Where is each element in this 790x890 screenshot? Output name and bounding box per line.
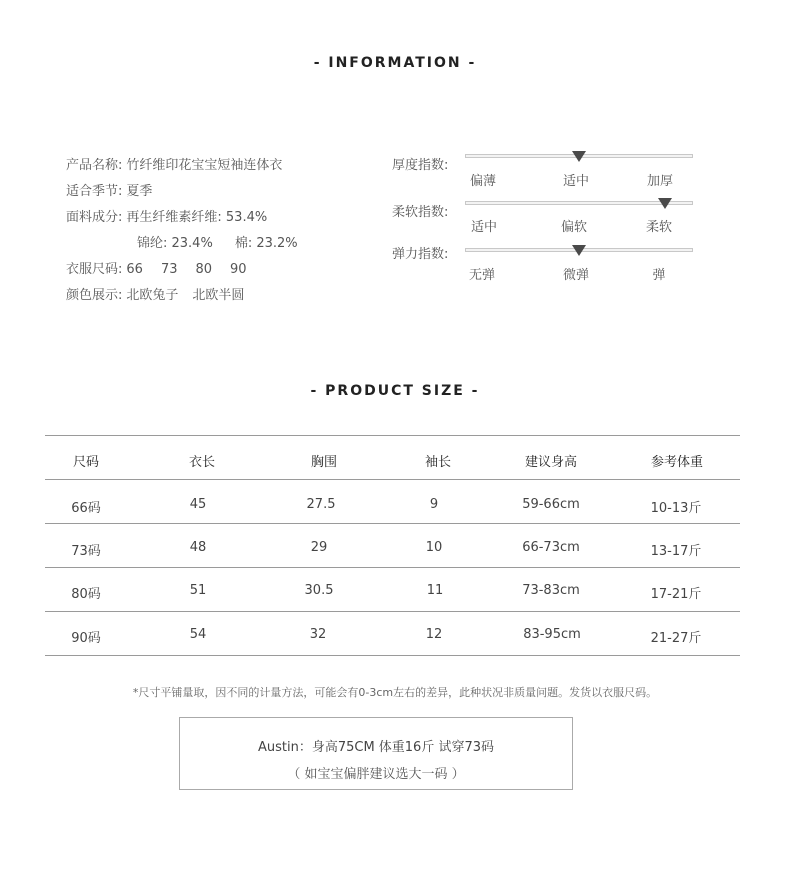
information-heading: - INFORMATION - (313, 55, 477, 71)
fabric-value-1: 再生纤维素纤维: 53.4% (126, 210, 268, 225)
table-cell: 27.5 (306, 497, 336, 512)
size-value-80: 80 (195, 262, 213, 277)
table-rule-header (45, 479, 740, 480)
table-cell: 80码 (71, 587, 101, 602)
header-length: 衣长 (188, 455, 216, 470)
color-value-rabbit: 北欧兔子 (126, 288, 179, 303)
table-cell: 9 (429, 497, 439, 512)
size-value-73: 73 (160, 262, 178, 277)
product-size-heading: - PRODUCT SIZE - (310, 383, 480, 399)
product-name-row (66, 154, 282, 173)
season-label: 适合季节: (66, 184, 123, 199)
header-height: 建议身高 (524, 455, 578, 470)
thickness-scale-high: 加厚 (646, 174, 674, 189)
color-row (66, 284, 244, 303)
softness-index-label: 柔软指数: (392, 205, 449, 220)
table-rule-3 (45, 611, 740, 612)
table-cell: 12 (425, 627, 443, 642)
table-cell: 73码 (71, 544, 101, 559)
table-cell: 51 (189, 583, 207, 598)
season-value: 夏季 (126, 184, 153, 199)
product-name-label: 产品名称: (66, 158, 123, 173)
table-rule-bottom (45, 655, 740, 656)
model-info-text: Austin：身高75CM 体重16斤 试穿73码 (257, 740, 495, 755)
table-cell: 83-95cm (523, 627, 581, 642)
table-cell: 17-21斤 (650, 587, 702, 602)
table-cell: 21-27斤 (650, 631, 702, 646)
header-weight: 参考体重 (650, 455, 704, 470)
elasticity-scale-mid: 微弹 (562, 268, 590, 283)
elasticity-index-marker (572, 245, 586, 256)
table-cell: 32 (309, 627, 327, 642)
thickness-index-marker (572, 151, 586, 162)
softness-scale-low: 适中 (470, 220, 498, 235)
table-cell: 66码 (71, 501, 101, 516)
header-size: 尺码 (72, 455, 100, 470)
size-row (66, 258, 247, 277)
header-chest: 胸围 (310, 455, 338, 470)
thickness-scale-low: 偏薄 (469, 174, 497, 189)
table-cell: 10 (425, 540, 443, 555)
table-cell: 59-66cm (522, 497, 580, 512)
product-name-value: 竹纤维印花宝宝短袖连体衣 (126, 158, 283, 173)
table-cell: 11 (426, 583, 444, 598)
size-value-90: 90 (230, 262, 247, 277)
elasticity-scale-low: 无弹 (468, 268, 496, 283)
softness-index-marker (658, 198, 672, 209)
table-cell: 30.5 (304, 583, 334, 598)
color-label: 颜色展示: (66, 288, 123, 303)
softness-scale-high: 柔软 (645, 220, 673, 235)
color-value-semicircle: 北欧半圆 (192, 288, 245, 303)
size-label: 衣服尺码: (66, 262, 123, 277)
measurement-note: *尺寸平铺量取，因不同的计量方法，可能会有0-3cm左右的差异，此种状况非质量问题。发货以衣服尺码。 (132, 686, 658, 699)
table-cell: 90码 (71, 631, 101, 646)
table-rule-top (45, 435, 740, 436)
table-cell: 13-17斤 (650, 544, 702, 559)
table-cell: 48 (189, 540, 207, 555)
fabric-value-2b: 棉: 23.2% (234, 236, 298, 251)
table-cell: 73-83cm (522, 583, 580, 598)
model-size-tip: （ 如宝宝偏胖建议选大一码 ） (287, 767, 465, 782)
fabric-label: 面料成分: (66, 210, 123, 225)
fabric-value-2a: 锦纶: 23.4% (137, 236, 213, 251)
elasticity-scale-high: 弹 (652, 268, 666, 283)
table-cell: 66-73cm (522, 540, 580, 555)
thickness-index-label: 厚度指数: (392, 158, 449, 173)
table-rule-2 (45, 567, 740, 568)
size-value-66: 66 (126, 262, 143, 277)
table-cell: 45 (189, 497, 207, 512)
softness-scale-mid: 偏软 (560, 220, 588, 235)
season-row (66, 180, 152, 199)
table-cell: 29 (310, 540, 328, 555)
fabric-row-2 (137, 232, 298, 251)
table-cell: 10-13斤 (650, 501, 702, 516)
model-info-box (179, 717, 573, 790)
table-cell: 54 (189, 627, 207, 642)
elasticity-index-label: 弹力指数: (392, 247, 449, 262)
table-rule-1 (45, 523, 740, 524)
fabric-row (66, 206, 267, 225)
thickness-scale-mid: 适中 (562, 174, 590, 189)
header-sleeve: 袖长 (424, 455, 452, 470)
